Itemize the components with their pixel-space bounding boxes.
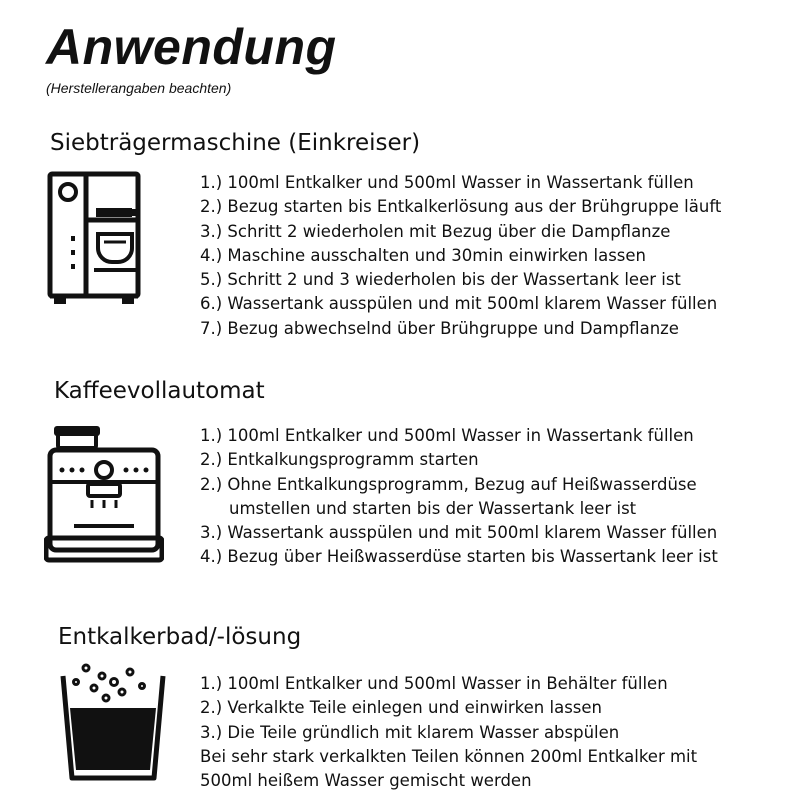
section-title-espresso: Siebträgermaschine (Einkreiser) — [50, 130, 421, 156]
step-item: 3.) Die Teile gründlich mit klarem Wasser abspülen — [200, 722, 620, 742]
page-subtitle: (Herstellerangaben beachten) — [46, 80, 232, 96]
step-item: 1.) 100ml Entkalker und 500ml Wasser in Wassertank füllen — [200, 426, 694, 445]
step-item: 2.) Entkalkungsprogramm starten — [200, 450, 479, 470]
step-item: 1.) 100ml Entkalker und 500ml Wasser in Wassertank füllen — [200, 173, 694, 192]
step-item: 5.) Schritt 2 und 3 wiederholen bis der Wassertank leer ist — [200, 270, 681, 290]
coffee-machine-icon — [44, 422, 164, 567]
step-item: 7.) Bezug abwechselnd über Brühgruppe und Dampflanze — [200, 318, 679, 338]
step-item: 2.) Ohne Entkalkungsprogramm, Bezug auf Heißwasserdüse — [200, 474, 697, 494]
espresso-machine-icon — [46, 170, 142, 308]
step-item: 4.) Bezug über Heißwasserdüse starten bis Wassertank leer ist — [200, 547, 718, 567]
steps-list-fully-automatic — [200, 424, 718, 570]
steps-list-descaling-bath — [200, 672, 697, 793]
step-item: umstellen und starten bis der Wassertank leer ist — [229, 498, 637, 518]
step-item: 500ml heißem Wasser gemischt werden — [200, 771, 532, 791]
glass-bath-icon — [58, 658, 168, 784]
section-title-fully-automatic: Kaffeevollautomat — [54, 378, 265, 404]
step-item: 4.) Maschine ausschalten und 30min einwirken lassen — [200, 245, 647, 265]
step-item: 3.) Wassertank ausspülen und mit 500ml klarem Wasser füllen — [200, 523, 718, 543]
steps-list-espresso — [200, 171, 721, 341]
step-item: 1.) 100ml Entkalker und 500ml Wasser in Behälter füllen — [200, 674, 668, 693]
step-item: 2.) Verkalkte Teile einlegen und einwirken lassen — [200, 698, 603, 718]
step-item: 6.) Wassertank ausspülen und mit 500ml klarem Wasser füllen — [200, 294, 718, 314]
step-item: Bei sehr stark verkalkten Teilen können 200ml Entkalker mit — [200, 746, 698, 766]
section-title-descaling-bath: Entkalkerbad/-lösung — [58, 624, 302, 650]
step-item: 2.) Bezug starten bis Entkalkerlösung aus der Brühgruppe läuft — [200, 197, 722, 217]
step-item: 3.) Schritt 2 wiederholen mit Bezug über die Dampflanze — [200, 221, 671, 241]
page-title: Anwendung — [46, 19, 337, 75]
